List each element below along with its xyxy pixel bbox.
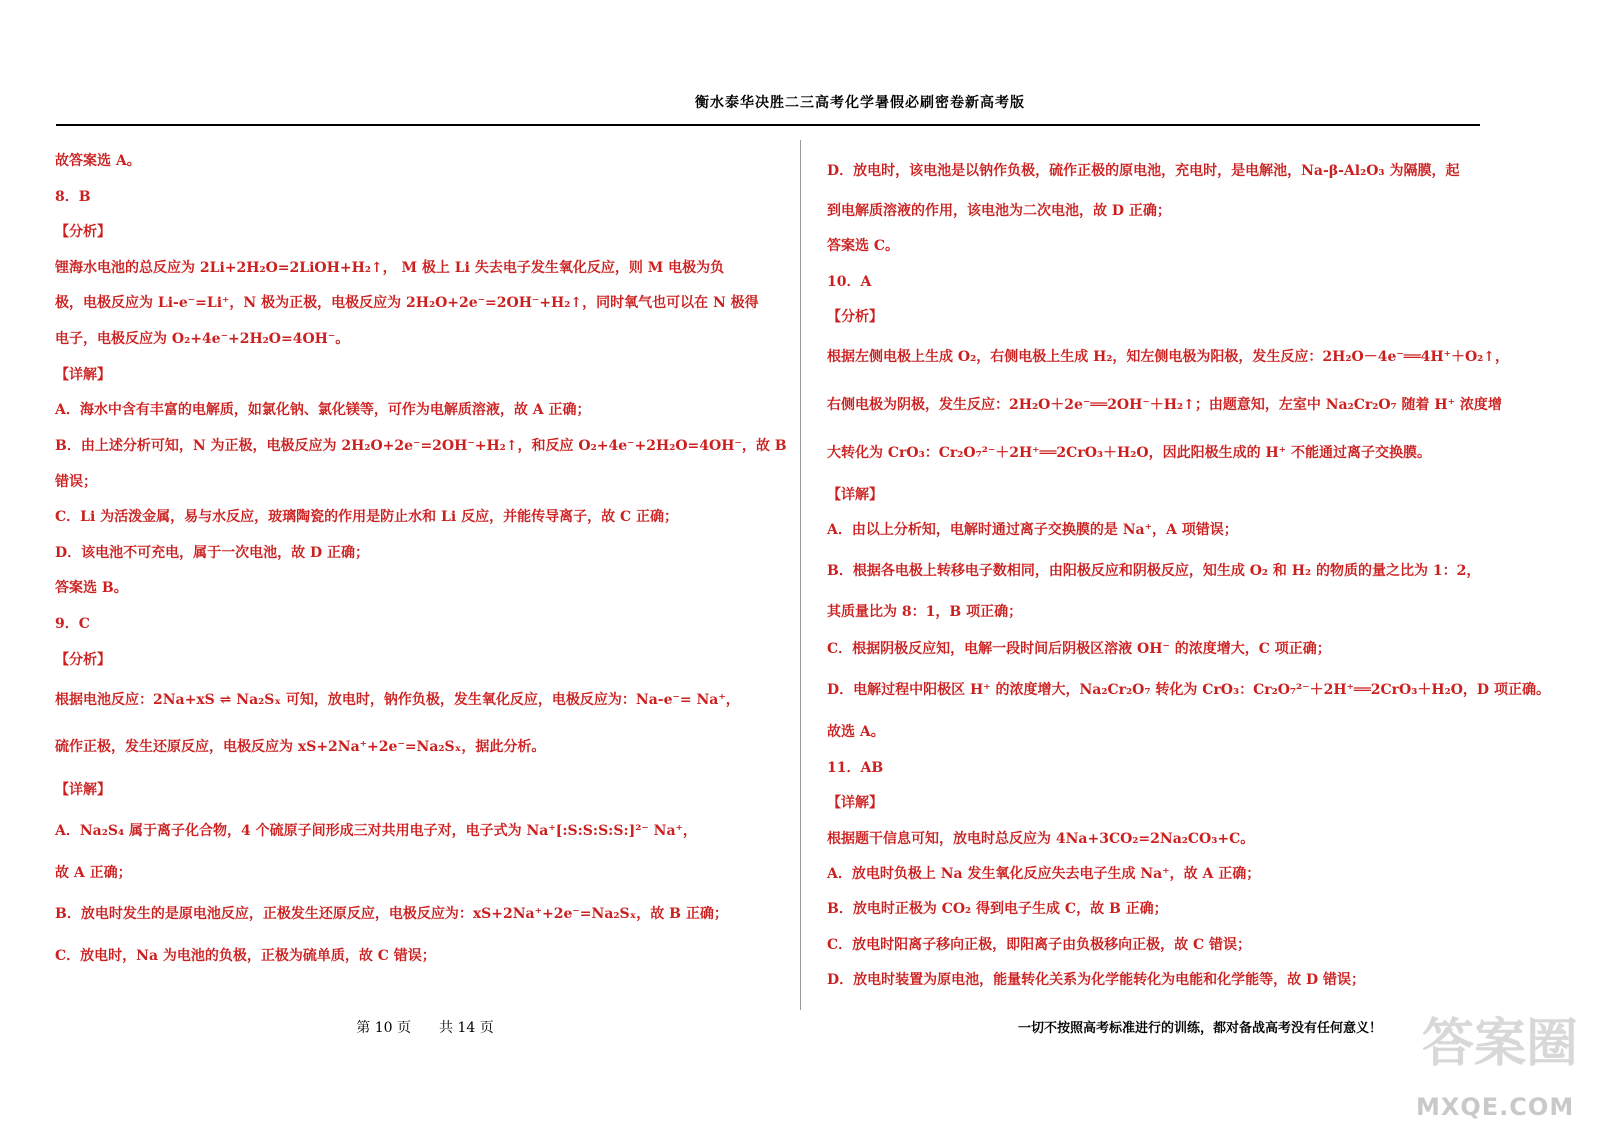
right-line: 10．A [827, 274, 872, 290]
watermark-logo: 答案圈 [1422, 1014, 1579, 1074]
left-line: D．该电池不可充电，属于一次电池，故 D 正确； [55, 545, 370, 561]
right-line: 右侧电极为阴极，发生反应：2H₂O＋2e⁻══2OH⁻＋H₂↑；由题意知，左室中 Na₂Cr₂O₇ 随着 H⁺ 浓度增 [827, 397, 1502, 413]
left-line: 8．B [55, 189, 91, 205]
right-line: A．由以上分析知，电解时通过离子交换膜的是 Na⁺，A 项错误； [827, 522, 1238, 538]
right-line: 故选 A。 [827, 724, 885, 740]
right-line: B．根据各电极上转移电子数相同，由阳极反应和阴极反应，知生成 O₂ 和 H₂ 的物质的量之比为 1：2， [827, 563, 1481, 579]
right-line: D．放电时装置为原电池，能量转化关系为化学能转化为电能和化学能等，故 D 错误； [827, 972, 1366, 988]
right-line: 11．AB [827, 760, 884, 776]
left-line: 答案选 B。 [55, 580, 128, 596]
left-line: 锂海水电池的总反应为 2Li+2H₂O=2LiOH+H₂↑， M 极上 Li 失去电子发生氧化反应，则 M 电极为负 [55, 260, 725, 276]
right-line: 【详解】 [827, 487, 883, 503]
left-line: 硫作正极，发生还原反应，电极反应为 xS+2Na⁺+2e⁻=Na₂Sₓ，据此分析。 [55, 739, 546, 755]
right-line: 【分析】 [827, 309, 883, 325]
right-line: 答案选 C。 [827, 238, 900, 254]
left-line: 【详解】 [55, 782, 111, 798]
footer-motto: 一切不按照高考标准进行的训练，都对备战高考没有任何意义！ [1017, 1021, 1382, 1036]
left-line: 错误； [55, 474, 97, 490]
right-line: B．放电时正极为 CO₂ 得到电子生成 C，故 B 正确； [827, 901, 1168, 917]
left-line: A．海水中含有丰富的电解质，如氯化钠、氯化镁等，可作为电解质溶液，故 A 正确； [55, 402, 591, 418]
left-line: 9．C [55, 616, 90, 632]
page-header-title: 衡水泰华决胜二三高考化学暑假必刷密卷新高考版 [695, 95, 1025, 111]
left-line: B．由上述分析可知，N 为正极，电极反应为 2H₂O+2e⁻=2OH⁻+H₂↑，和反应 O₂+4e⁻+2H₂O=4OH⁻，故 B [55, 438, 787, 454]
left-line: 根据电池反应：2Na+xS ⇌ Na₂Sₓ 可知，放电时，钠作负极，发生氧化反应，电极反应为：Na-e⁻= Na⁺， [55, 692, 740, 708]
right-line: C．根据阴极反应知，电解一段时间后阴极区溶液 OH⁻ 的浓度增大，C 项正确； [827, 641, 1331, 657]
left-line: C．Li 为活泼金属，易与水反应，玻璃陶瓷的作用是防止水和 Li 反应，并能传导离子，故 C 正确； [55, 509, 678, 525]
left-line: 故答案选 A。 [55, 153, 141, 169]
left-line: B．放电时发生的是原电池反应，正极发生还原反应，电极反应为：xS+2Na⁺+2e⁻=Na₂Sₓ，故 B 正确； [55, 906, 728, 922]
watermark-site: MXQE.COM [1416, 1093, 1575, 1121]
right-line: 其质量比为 8：1，B 项正确； [827, 604, 1023, 620]
left-line: 【分析】 [55, 224, 111, 240]
right-line: 根据左侧电极上生成 O₂，右侧电极上生成 H₂，知左侧电极为阳极，发生反应：2H₂O－4e⁻══4H⁺＋O₂↑， [827, 349, 1510, 365]
right-line: 大转化为 CrO₃：Cr₂O₇²⁻＋2H⁺══2CrO₃＋H₂O，因此阳极生成的 H⁺ 不能通过离子交换膜。 [827, 445, 1431, 461]
right-line: A．放电时负极上 Na 发生氧化反应失去电子生成 Na⁺，故 A 正确； [827, 866, 1261, 882]
right-line: D．电解过程中阳极区 H⁺ 的浓度增大，Na₂Cr₂O₇ 转化为 CrO₃：Cr₂O₇²⁻＋2H⁺══2CrO₃＋H₂O，D 项正确。 [827, 682, 1550, 698]
watermark [1416, 1001, 1586, 1121]
left-line: 电子，电极反应为 O₂+4e⁻+2H₂O=4OH⁻。 [55, 331, 350, 347]
right-line: C．放电时阳离子移向正极，即阳离子由负极移向正极，故 C 错误； [827, 937, 1252, 953]
left-line: 故 A 正确； [55, 865, 132, 881]
page-number: 第 10 页 共 14 页 [356, 1020, 494, 1036]
left-line: 【详解】 [55, 367, 111, 383]
column-divider [800, 140, 801, 1010]
right-line: D．放电时，该电池是以钠作负极，硫作正极的原电池，充电时，是电解池，Na-β-Al₂O₃ 为隔膜，起 [827, 163, 1460, 179]
header-rule [56, 124, 1480, 126]
left-line: C．放电时，Na 为电池的负极，正极为硫单质，故 C 错误； [55, 948, 436, 964]
right-line: 【详解】 [827, 795, 883, 811]
left-line: A．Na₂S₄ 属于离子化合物，4 个硫原子间形成三对共用电子对，电子式为 Na⁺[:S:S:S:S:]²⁻ Na⁺， [55, 823, 697, 839]
left-line: 极，电极反应为 Li-e⁻=Li⁺，N 极为正极，电极反应为 2H₂O+2e⁻=2OH⁻+H₂↑，同时氧气也可以在 N 极得 [55, 295, 759, 311]
right-line: 到电解质溶液的作用，该电池为二次电池，故 D 正确； [827, 203, 1171, 219]
left-line: 【分析】 [55, 652, 111, 668]
right-line: 根据题干信息可知，放电时总反应为 4Na+3CO₂=2Na₂CO₃+C。 [827, 831, 1255, 847]
